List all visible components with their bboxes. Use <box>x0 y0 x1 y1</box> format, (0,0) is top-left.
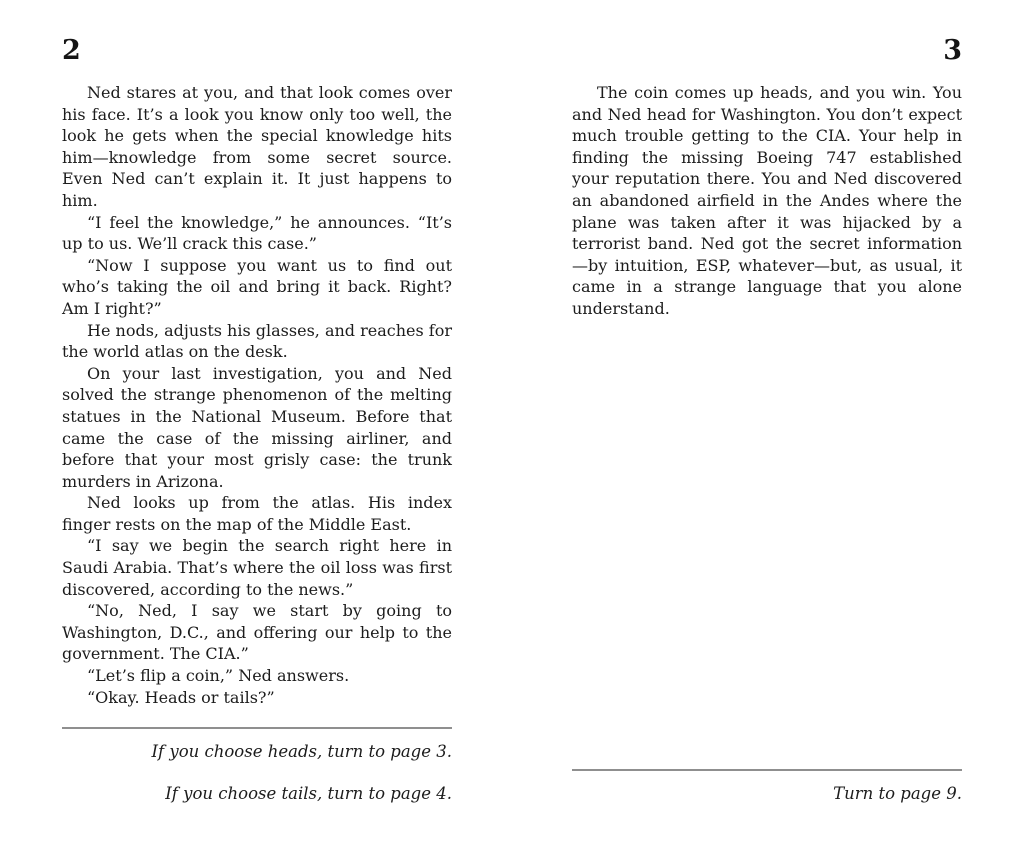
right-page-footer <box>572 769 962 804</box>
left-page-footer <box>62 727 452 804</box>
right-page-body <box>572 82 962 320</box>
story-paragraph: “I feel the knowledge,” he announces. “It’s up to us. We’ll crack this case.” <box>62 212 452 254</box>
story-paragraph: On your last investigation, you and Ned solved the strange phenomenon of the melting statues in the National Museum. Before that came the case of the missing airliner, and before that your most grisly case: the trunk murders in Arizona. <box>62 363 452 491</box>
story-paragraph: “No, Ned, I say we start by going to Washington, D.C., and offering our help to the government. The CIA.” <box>62 601 452 664</box>
story-paragraph: “Now I suppose you want us to find out who’s taking the oil and bring it back. Right? Am I right?” <box>62 255 452 318</box>
story-paragraph: He nods, adjusts his glasses, and reaches for the world atlas on the desk. <box>62 320 453 362</box>
page-number-left: 2 <box>62 35 81 66</box>
right-page <box>572 36 962 320</box>
left-page-body <box>62 82 452 708</box>
choice-heads-instruction: If you choose heads, turn to page 3. <box>151 742 452 761</box>
story-paragraph: “I say we begin the search right here in Saudi Arabia. That’s where the oil loss was first discovered, according to the news.” <box>62 536 452 599</box>
story-paragraph: “Okay. Heads or tails?” <box>87 687 275 707</box>
divider-line <box>572 769 962 771</box>
divider-line <box>62 727 452 729</box>
story-paragraph: “Let’s flip a coin,” Ned answers. <box>87 666 350 686</box>
story-paragraph: Ned looks up from the atlas. His index finger rests on the map of the Middle East. <box>62 493 452 534</box>
turn-to-page-instruction: Turn to page 9. <box>833 784 962 803</box>
left-page <box>62 36 452 708</box>
story-paragraph: Ned stares at you, and that look comes over his face. It’s a look you know only too well, the look he gets when the special knowledge hits him—knowledge from some secret source. Even Ned can’t explain it. It just happens to him. <box>62 83 452 210</box>
story-paragraph: The coin comes up heads, and you win. You and Ned head for Washington. You don’t expect much trouble getting to the CIA. Your help in finding the missing Boeing 747 established your reputation there. You and Ned discovered an abandoned airfield in the Andes where the plane was taken after it was hijacked by a terrorist band. Ned got the secret information—by intuition, ESP, whatever—but, as usual, it came in a strange language that you alone understand. <box>572 83 962 318</box>
choice-tails-instruction: If you choose tails, turn to page 4. <box>165 784 452 803</box>
page-number-right: 3 <box>943 35 962 66</box>
